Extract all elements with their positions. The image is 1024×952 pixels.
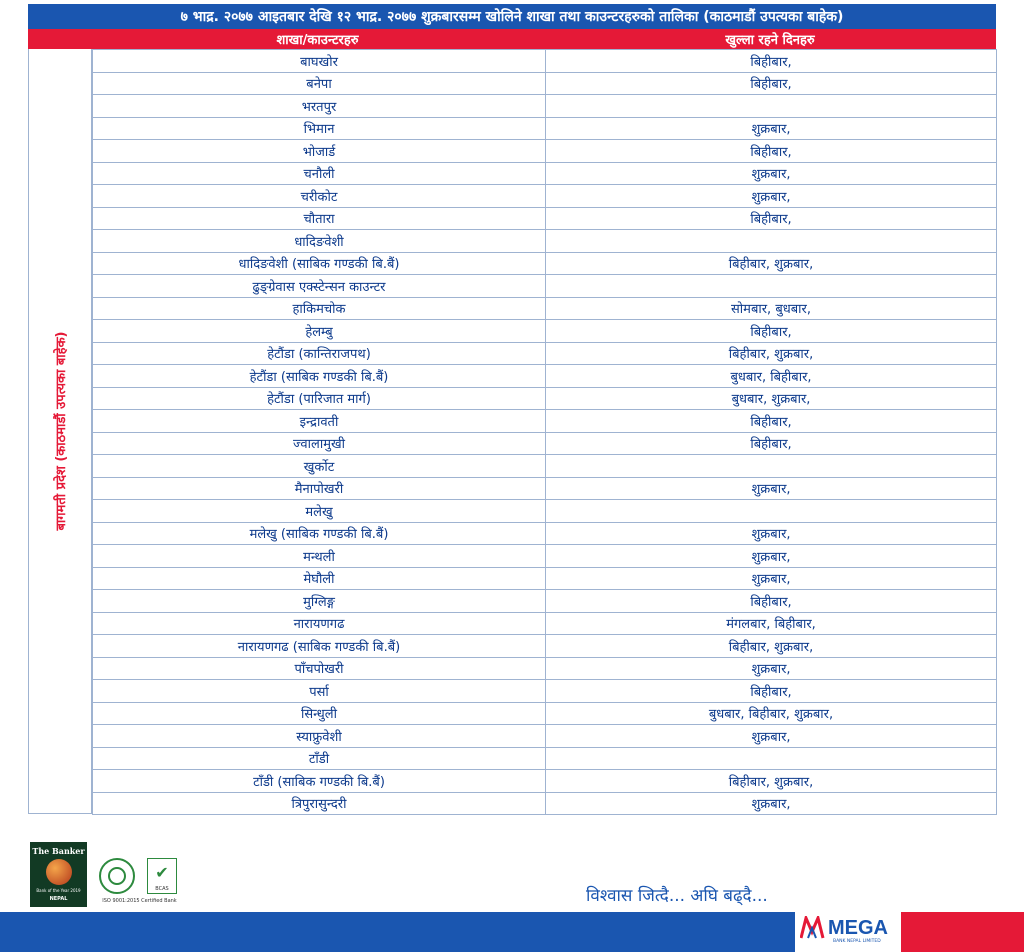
table-row (93, 725, 997, 748)
open-days-cell: बिहीबार, शुक्रबार, (546, 770, 997, 793)
open-days-cell: बिहीबार, (546, 432, 997, 455)
iso-caption: ISO 9001:2015 Certified Bank (102, 898, 177, 904)
table-row (93, 95, 997, 118)
open-days-cell: बिहीबार, (546, 72, 997, 95)
table-row (93, 117, 997, 140)
branch-name-cell: मलेखु (93, 500, 546, 523)
open-days-cell: बिहीबार, (546, 207, 997, 230)
open-days-cell: सोमबार, बुधबार, (546, 297, 997, 320)
table-row (93, 657, 997, 680)
branch-name-cell: हेटौंडा (कान्तिराजपथ) (93, 342, 546, 365)
banker-award-badge (30, 842, 87, 907)
table-row (93, 185, 997, 208)
table-row (93, 320, 997, 343)
branch-name-cell: धादिङवेशी (साबिक गण्डकी बि.बैं) (93, 252, 546, 275)
table-row (93, 410, 997, 433)
branch-name-cell: धादिङवेशी (93, 230, 546, 253)
branch-name-cell: चौतारा (93, 207, 546, 230)
open-days-cell (546, 747, 997, 770)
open-days-cell: शुक्रबार, (546, 477, 997, 500)
open-days-cell: बुधबार, शुक्रबार, (546, 387, 997, 410)
table-row (93, 275, 997, 298)
table-row (93, 50, 997, 73)
table-row (93, 140, 997, 163)
table-row (93, 207, 997, 230)
open-days-cell: शुक्रबार, (546, 185, 997, 208)
open-days-cell: शुक्रबार, (546, 792, 997, 815)
branch-name-cell: ज्वालामुखी (93, 432, 546, 455)
table-row (93, 455, 997, 478)
bcas-label: BCAS (155, 886, 169, 892)
open-days-cell (546, 500, 997, 523)
branch-name-cell: खुर्कोट (93, 455, 546, 478)
branch-name-cell: बनेपा (93, 72, 546, 95)
branch-name-cell: मेघौली (93, 567, 546, 590)
open-days-cell: बिहीबार, (546, 140, 997, 163)
open-days-cell: शुक्रबार, (546, 657, 997, 680)
open-days-cell: मंगलबार, बिहीबार, (546, 612, 997, 635)
globe-icon (46, 859, 72, 885)
open-days-cell: बिहीबार, शुक्रबार, (546, 342, 997, 365)
iso-seal-icon (99, 858, 135, 894)
open-days-cell: बिहीबार, (546, 590, 997, 613)
open-days-cell (546, 230, 997, 253)
branch-name-cell: सिन्धुली (93, 702, 546, 725)
branch-name-cell: हेटौंडा (साबिक गण्डकी बि.बैं) (93, 365, 546, 388)
table-row (93, 500, 997, 523)
branch-name-cell: चनौली (93, 162, 546, 185)
footer-red-band (901, 912, 1024, 952)
header-open-days: खुल्ला रहने दिनहरु (725, 33, 815, 48)
checkmark-icon: ✔ BCAS (147, 858, 177, 894)
branch-name-cell: पर्सा (93, 680, 546, 703)
branch-schedule-table (92, 49, 997, 815)
branch-name-cell: मैनापोखरी (93, 477, 546, 500)
branch-name-cell: मुग्लिङ्ग (93, 590, 546, 613)
open-days-cell (546, 95, 997, 118)
branch-name-cell: मन्थली (93, 545, 546, 568)
header-branch: शाखा/काउन्टरहरु (276, 33, 359, 48)
branch-name-cell: टाँडी (साबिक गण्डकी बि.बैं) (93, 770, 546, 793)
branch-name-cell: टाँडी (93, 747, 546, 770)
open-days-cell: शुक्रबार, (546, 522, 997, 545)
open-days-cell: बिहीबार, (546, 410, 997, 433)
table-row (93, 522, 997, 545)
table-title: ७ भाद्र. २०७७ आइतबार देखि १२ भाद्र. २०७७ शुक्रबारसम्म खोलिने शाखा तथा काउन्टरहरुको तालिका (काठमाडौं उपत्यका बाहेक) (28, 4, 996, 29)
iso-certification (97, 858, 182, 908)
table-row (93, 792, 997, 815)
table-row (93, 770, 997, 793)
table-row (93, 72, 997, 95)
branch-name-cell: मलेखु (साबिक गण्डकी बि.बैं) (93, 522, 546, 545)
province-cell (28, 49, 92, 814)
branch-name-cell: हेटौंडा (पारिजात मार्ग) (93, 387, 546, 410)
award-title: The Banker (32, 846, 85, 856)
table-row (93, 342, 997, 365)
mega-bank-logo (800, 914, 898, 950)
table-row (93, 162, 997, 185)
table-row (93, 387, 997, 410)
table-row (93, 590, 997, 613)
table-row (93, 252, 997, 275)
table-row (93, 432, 997, 455)
branch-name-cell: हाकिमचोक (93, 297, 546, 320)
branch-name-cell: नारायणगढ (साबिक गण्डकी बि.बैं) (93, 635, 546, 658)
branch-name-cell: इन्द्रावती (93, 410, 546, 433)
open-days-cell: शुक्रबार, (546, 117, 997, 140)
open-days-cell: बुधबार, बिहीबार, (546, 365, 997, 388)
open-days-cell: बिहीबार, शुक्रबार, (546, 635, 997, 658)
branch-name-cell: नारायणगढ (93, 612, 546, 635)
logo-mark-icon (800, 916, 830, 940)
open-days-cell: बुधबार, बिहीबार, शुक्रबार, (546, 702, 997, 725)
table-body (93, 50, 997, 815)
open-days-cell: शुक्रबार, (546, 545, 997, 568)
open-days-cell (546, 455, 997, 478)
award-country: NEPAL (49, 896, 68, 902)
table-row (93, 545, 997, 568)
branch-name-cell: हेलम्बु (93, 320, 546, 343)
logo-text: MEGA (828, 917, 888, 939)
award-subtitle: Bank of the Year 2019 (36, 888, 81, 893)
open-days-cell (546, 275, 997, 298)
open-days-cell: बिहीबार, (546, 320, 997, 343)
tagline: विश्वास जित्दै... अघि बढ्दै... (586, 886, 768, 906)
branch-name-cell: चरीकोट (93, 185, 546, 208)
open-days-cell: शुक्रबार, (546, 162, 997, 185)
branch-name-cell: भरतपुर (93, 95, 546, 118)
table-row (93, 297, 997, 320)
table-row (93, 702, 997, 725)
branch-name-cell: पाँचपोखरी (93, 657, 546, 680)
table-row (93, 612, 997, 635)
open-days-cell: शुक्रबार, (546, 725, 997, 748)
branch-name-cell: भोजार्ड (93, 140, 546, 163)
open-days-cell: शुक्रबार, (546, 567, 997, 590)
open-days-cell: बिहीबार, (546, 680, 997, 703)
table-row (93, 477, 997, 500)
table-row (93, 365, 997, 388)
table-row (93, 680, 997, 703)
open-days-cell: बिहीबार, (546, 50, 997, 73)
branch-name-cell: बाघखोर (93, 50, 546, 73)
open-days-cell: बिहीबार, शुक्रबार, (546, 252, 997, 275)
table-row (93, 747, 997, 770)
branch-name-cell: स्याफ्रुवेशी (93, 725, 546, 748)
branch-name-cell: त्रिपुरासुन्दरी (93, 792, 546, 815)
branch-name-cell: भिमान (93, 117, 546, 140)
table-row (93, 567, 997, 590)
logo-subtext: BANK NEPAL LIMITED (833, 939, 881, 944)
table-row (93, 230, 997, 253)
footer-blue-band (0, 912, 795, 952)
province-label: बागमती प्रदेश (काठमाडौं उपत्यका बाहेक) (54, 331, 69, 531)
branch-name-cell: ढुङ्ग्रेवास एक्स्टेन्सन काउन्टर (93, 275, 546, 298)
table-header-row (28, 29, 996, 49)
table-row (93, 635, 997, 658)
